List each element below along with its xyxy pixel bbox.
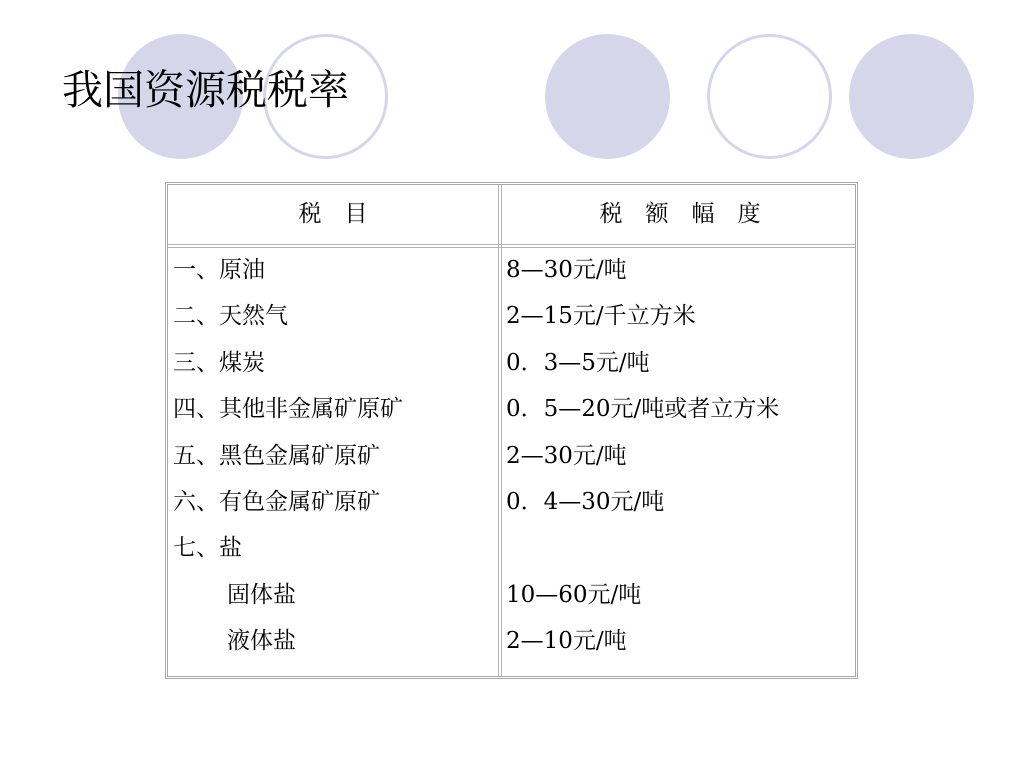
tax-item-subcell: 液体盐	[227, 628, 296, 655]
tax-rate-cell: 2—30元/吨	[506, 442, 627, 469]
table-header-tax-rate-range: 税 额 幅 度	[599, 201, 761, 227]
decorative-circle-outline	[707, 34, 832, 159]
tax-item-cell: 七、盐	[173, 535, 242, 562]
decorative-circle-filled	[849, 34, 974, 159]
table-header-divider	[168, 244, 855, 248]
tax-item-cell: 四、其他非金属矿原矿	[173, 396, 403, 423]
tax-item-cell: 一、原油	[173, 257, 265, 283]
tax-item-cell: 三、煤炭	[173, 349, 265, 376]
tax-rate-cell: 0．5—20元/吨或者立方米	[506, 396, 780, 423]
tax-item-subcell: 固体盐	[227, 581, 296, 608]
decorative-circle-filled	[545, 34, 670, 159]
tax-rate-column	[506, 257, 779, 675]
tax-rate-cell: 2—15元/千立方米	[506, 303, 696, 330]
tax-rate-table	[165, 182, 858, 679]
slide-title: 我国资源税税率	[62, 66, 349, 114]
table-column-divider	[498, 185, 502, 676]
tax-rate-cell	[506, 535, 779, 581]
tax-rate-cell: 2—10元/吨	[506, 628, 627, 655]
tax-rate-cell: 0．3—5元/吨	[506, 349, 650, 376]
tax-item-column	[173, 257, 403, 675]
tax-rate-cell: 0．4—30元/吨	[506, 488, 665, 515]
tax-rate-cell: 10—60元/吨	[506, 581, 642, 608]
tax-item-cell: 二、天然气	[173, 303, 288, 330]
tax-item-cell: 五、黑色金属矿原矿	[173, 442, 380, 469]
tax-rate-cell: 8—30元/吨	[506, 257, 627, 283]
tax-item-cell: 六、有色金属矿原矿	[173, 488, 380, 515]
table-header-tax-item: 税 目	[298, 201, 368, 227]
